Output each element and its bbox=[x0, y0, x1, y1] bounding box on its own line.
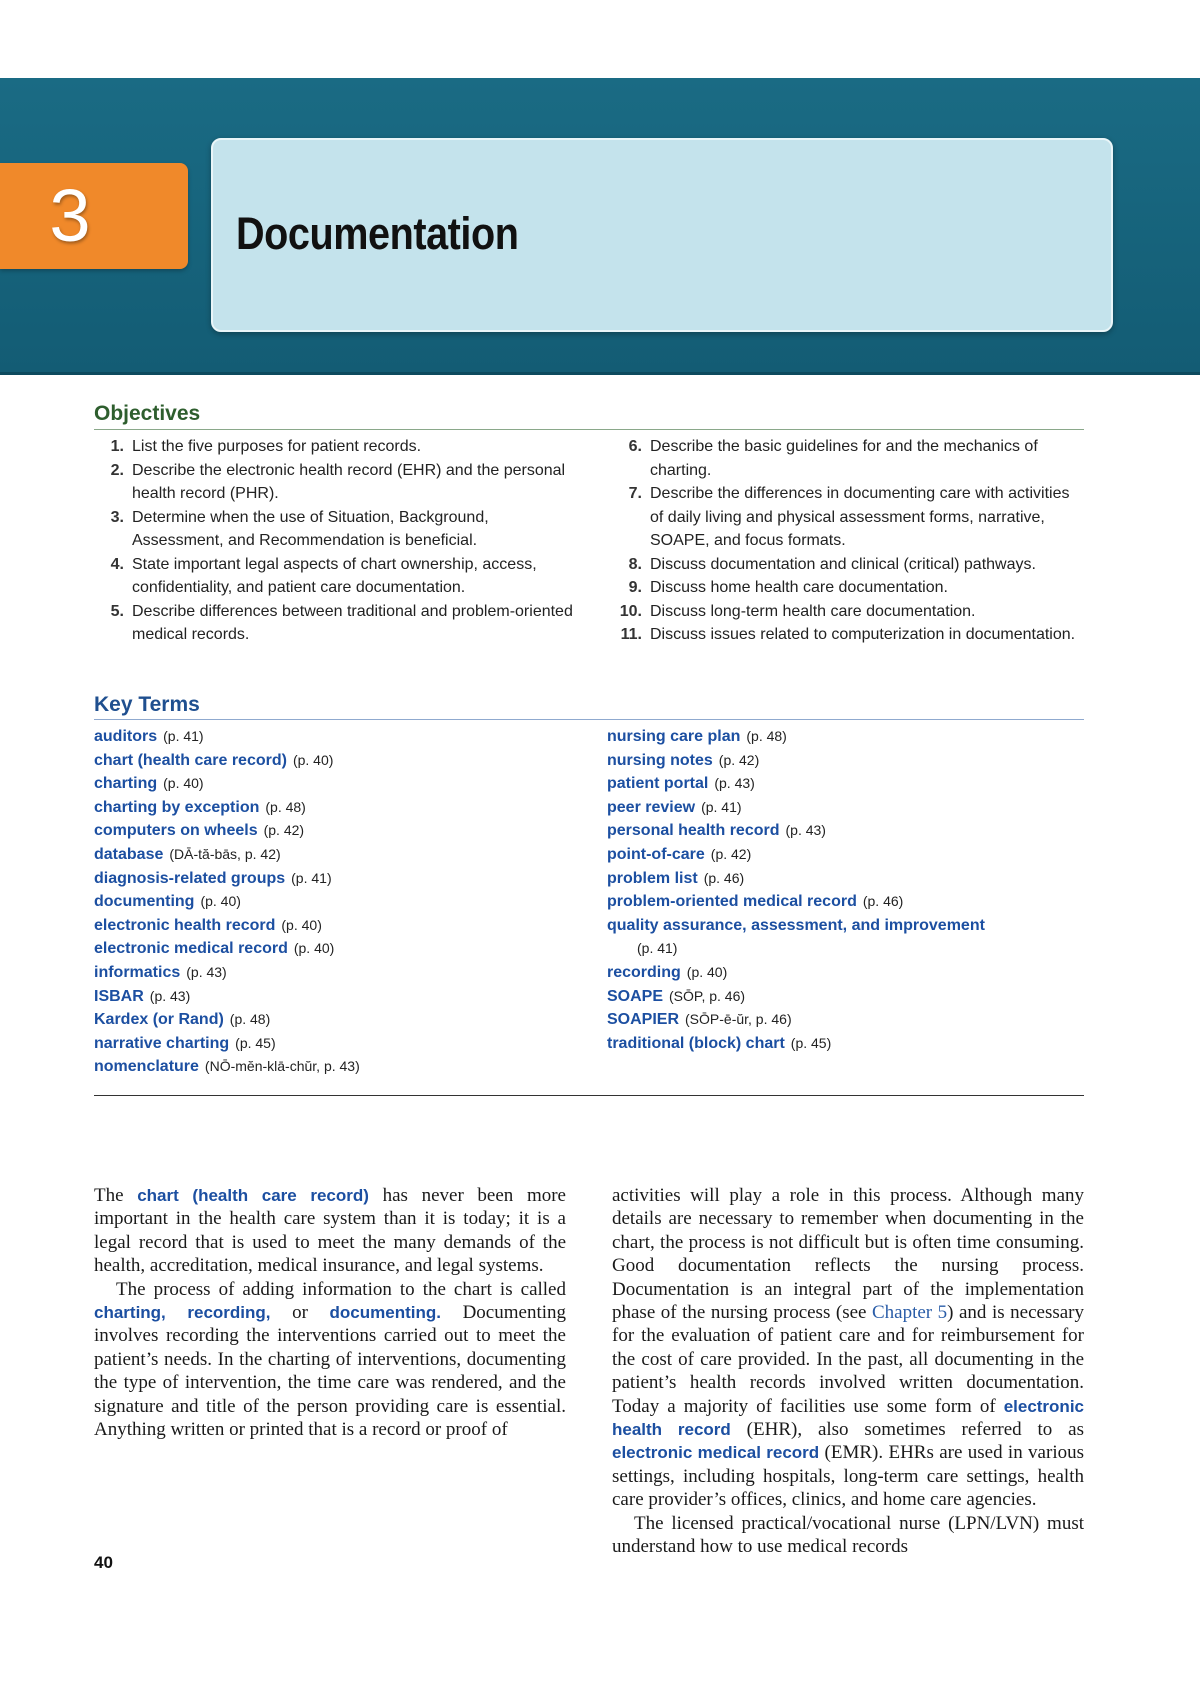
key-term-item: nursing care plan (p. 48) bbox=[607, 728, 787, 745]
key-term-item: problem list (p. 46) bbox=[607, 869, 745, 887]
key-term-item: recording (p. 40) bbox=[607, 963, 728, 981]
body-paragraph-2: The process of adding information to the chart is called charting, recording, or documenting. Documenting involves recording the interventions carried out to meet the patient’s needs. In the charting of interventions, documenting the type of intervention, the time care was rendered, and the signature and title of the person providing care is essential. Anything written or printed that is a record or proof of bbox=[94, 1278, 566, 1441]
body-paragraph-2-continued: activities will play a role in this process. Although many details are necessary to remember when documenting in the chart, the process is not difficult but is often time consuming. Good documentation reflects the nursing process. Documentation is an integral part of the implementation phase of the nursing process (see Chapter 5) and is necessary for the evaluation of patient care and for reimbursement for the cost of care provided. In the past, all documenting in the patient’s health records involved written documentation. Today a majority of facilities use some form of electronic health record (EHR), also sometimes referred to as electronic medical record (EMR). EHRs are used in various settings, including hospitals, long-term care settings, health care provider’s offices, clinics, and home care agencies. bbox=[612, 1185, 1084, 1511]
page-number: 40 bbox=[94, 1553, 113, 1572]
key-term-item: computers on wheels (p. 42) bbox=[94, 822, 305, 840]
body-text-continued: (EMR). EHRs are used in various settings, including hospitals, long-term care settings, health care provider’s offices, clinics, and home care agencies. bbox=[612, 1442, 1084, 1511]
keyword-electronic-medical-record: electronic medical record bbox=[612, 1443, 820, 1463]
keyword-charting: charting, bbox=[94, 1303, 166, 1323]
key-term-item: point-of-care (p. 42) bbox=[607, 845, 752, 863]
body-paragraph-1: The chart (health care record) has never been more important in the health care system than it is today; it is a legal record that is used to meet the many demands of the health, accreditation, medical insurance, and legal systems. bbox=[94, 1185, 566, 1277]
objective-item: 2. Describe the electronic health record (EHR) and the personal health record (PHR). bbox=[110, 461, 566, 502]
objective-item: 3. Determine when the use of Situation, Background, Assessment, and Recommendation is beneficial. bbox=[110, 508, 489, 549]
key-terms-list-left bbox=[94, 725, 594, 1079]
objective-item: 6. Describe the basic guidelines for and the mechanics of charting. bbox=[628, 438, 1038, 479]
key-term-item: charting (p. 40) bbox=[94, 775, 204, 793]
chapter-number: 3 bbox=[49, 174, 91, 257]
body-text-continued: (EHR), also sometimes referred to as bbox=[730, 1419, 1084, 1441]
body-paragraph-3: The licensed practical/vocational nurse (LPN/LVN) must understand how to use medical records bbox=[612, 1512, 1084, 1558]
key-term-item: patient portal (p. 43) bbox=[607, 775, 755, 793]
key-term-item: nursing notes (p. 42) bbox=[607, 751, 760, 769]
key-term-item: auditors (p. 41) bbox=[94, 728, 204, 745]
key-term-item: personal health record (p. 43) bbox=[607, 822, 826, 840]
key-term-item: charting by exception (p. 48) bbox=[94, 798, 306, 816]
key-term-item: narrative charting (p. 45) bbox=[94, 1034, 276, 1052]
chapter-5-link[interactable]: Chapter 5 bbox=[871, 1302, 948, 1324]
body-text-continued: and is necessary for the evaluation of patient care and for reimbursement for the cost of care provided. In the past, all documenting in the patient’s health records involved written documentation. Today a majority of facilities use some form of bbox=[612, 1302, 1084, 1417]
key-term-item: documenting (p. 40) bbox=[94, 893, 241, 911]
body-column-right bbox=[612, 1184, 1084, 1559]
objective-item: 4. State important legal aspects of chart ownership, access, confidentiality, and patient care documentation. bbox=[110, 555, 537, 596]
objective-item: 1. List the five purposes for patient records. bbox=[110, 438, 422, 455]
key-term-item: informatics (p. 43) bbox=[94, 963, 227, 981]
objective-item: 5. Describe differences between traditional and problem-oriented medical records. bbox=[110, 602, 573, 643]
body-text-continued: activities will play a role in this process. Although many details are necessary to remember when documenting in the chart, the process is not difficult but is often time consuming. Good documentation reflects the nursing process. Documentation is an integral part of the implementation phase of the nursing process (see bbox=[612, 1185, 1084, 1324]
key-term-item: diagnosis-related groups (p. 41) bbox=[94, 869, 332, 887]
keyword-chart: chart (health care record) bbox=[137, 1186, 369, 1205]
objectives-rule bbox=[94, 429, 1084, 430]
objective-item: 11. Discuss issues related to computerization in documentation. bbox=[620, 626, 1076, 643]
key-term-item: Kardex (or Rand) (p. 48) bbox=[94, 1011, 271, 1029]
key-term-item: chart (health care record) (p. 40) bbox=[94, 751, 334, 769]
objectives-heading: Objectives bbox=[94, 402, 201, 425]
chapter-title: Documentation bbox=[236, 208, 519, 259]
key-terms-bottom-rule bbox=[94, 1095, 1084, 1096]
objectives-list-right bbox=[614, 435, 1084, 647]
objective-item: 7. Describe the differences in documenting care with activities of daily living and physical assessment forms, narrative, SOAPE, and focus formats. bbox=[628, 485, 1070, 549]
objectives-list-left bbox=[96, 435, 576, 647]
objective-item: 10. Discuss long-term health care documentation. bbox=[619, 602, 976, 620]
key-term-item: database (DĀ-tă-bās, p. 42) bbox=[94, 845, 281, 863]
key-term-item: ISBAR (p. 43) bbox=[94, 987, 191, 1005]
key-term-item: peer review (p. 41) bbox=[607, 798, 742, 816]
key-term-item: traditional (block) chart (p. 45) bbox=[607, 1034, 832, 1052]
key-terms-heading: Key Terms bbox=[94, 693, 200, 716]
key-term-item: problem-oriented medical record (p. 46) bbox=[607, 893, 904, 911]
key-term-item: SOAPIER (SŌP-ē-ŭr, p. 46) bbox=[607, 1011, 792, 1029]
key-terms-rule bbox=[94, 719, 1084, 720]
objective-item: 9. Discuss home health care documentation. bbox=[628, 579, 948, 596]
body-column-left bbox=[94, 1184, 566, 1441]
banner-divider bbox=[0, 372, 1200, 375]
keyword-documenting: documenting. bbox=[329, 1303, 441, 1323]
key-term-item: quality assurance, assessment, and improvement (p. 41) bbox=[607, 916, 985, 957]
keyword-recording: recording, bbox=[187, 1303, 271, 1323]
key-term-item: nomenclature (NŌ-mĕn-klā-chŭr, p. 43) bbox=[94, 1058, 360, 1076]
key-terms-list-right bbox=[607, 725, 1087, 1055]
objective-item: 8. Discuss documentation and clinical (critical) pathways. bbox=[628, 555, 1036, 573]
key-term-item: electronic health record (p. 40) bbox=[94, 916, 322, 934]
key-term-item: electronic medical record (p. 40) bbox=[94, 940, 335, 958]
keyword-electronic-health-record: electronic health record bbox=[612, 1396, 1084, 1440]
key-term-item: SOAPE (SŌP, p. 46) bbox=[607, 987, 746, 1005]
